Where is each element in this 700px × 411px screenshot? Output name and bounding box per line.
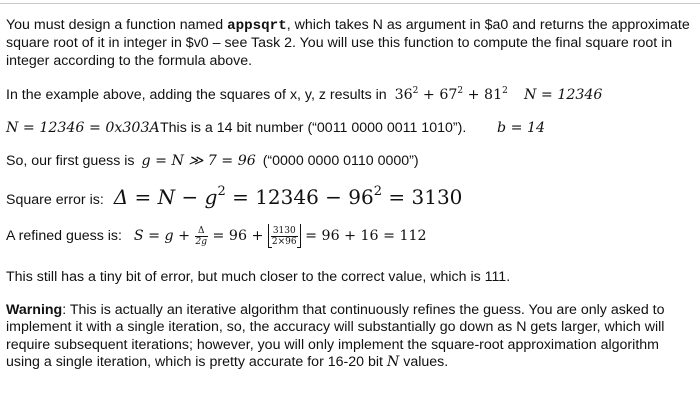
refined-guess-line	[6, 224, 427, 248]
sum-of-squares-expr: $36^2 + 67^2 + 81^2$	[394, 86, 508, 103]
first-guess-expr: g = N ≫ 7 = 96	[141, 153, 256, 169]
n-variable: N	[386, 354, 400, 371]
warning-block	[6, 302, 694, 372]
function-name-code: appsqrt	[227, 18, 287, 34]
intro-text: You must design a function named	[6, 17, 228, 33]
warning-end-text: values.	[399, 354, 449, 371]
intro-text-rest: , which takes N as argument in $a0 and returns the approximate square root of it in integer in $v0 – see Task 2. You will use this function to compute the final square root in integer according to the formula above.	[6, 17, 690, 69]
delta-over-2g-fraction: $\frac{\Delta}{2g}$	[195, 225, 208, 247]
square-error-label: Square error is:	[6, 192, 104, 208]
intro-paragraph	[6, 17, 694, 70]
n-hex-expr: N = 12346 = 0x303A	[6, 120, 160, 136]
document-body	[6, 17, 694, 70]
n-value-expr: N = 12346	[524, 87, 603, 103]
square-error-expr: $\Delta = N - g^2 = 12346 - 96^2 = 3130$	[113, 184, 463, 209]
first-guess-text: So, our first guess is	[6, 153, 135, 169]
warning-paragraph	[6, 302, 694, 372]
error-note-text: This still has a tiny bit of error, but much closer to the correct value, which is 111.	[6, 269, 511, 285]
example-text: In the example above, adding the squares of x, y, z results in	[6, 87, 387, 103]
floor-bracket: $\frac{3130}{2\times 96}$	[268, 224, 301, 248]
warning-label: Warning	[6, 302, 63, 318]
hex-line	[6, 120, 546, 136]
first-guess-binary: (“0000 0000 0110 0000”)	[262, 153, 419, 169]
example-line	[6, 86, 603, 103]
warning-text: : This is actually an iterative algorithm that continuously refines the guess. You are only asked to implement it with a single iteration, so, the accuracy will substantially go down as N gets larger, which will require subsequent iterations; however, you will only implement the square-root approximation algorithm using a single iteration, which is pretty accurate for 16-20 bit	[6, 302, 665, 371]
b-value-expr: b = 14	[497, 120, 546, 136]
square-error-line	[6, 185, 462, 209]
bit-count-text: This is a 14 bit number (“0011 0000 0011 1010”).	[160, 120, 467, 136]
top-divider	[0, 3, 700, 4]
refined-guess-expr: S = g + $\frac{\Delta}{2g}$ = 96 + $\frac{3130}{2\times 96}$ = 96 + 16 = 112	[133, 225, 427, 247]
refined-guess-label: A refined guess is:	[6, 228, 122, 244]
first-guess-line	[6, 153, 419, 169]
error-note-line	[6, 269, 510, 285]
